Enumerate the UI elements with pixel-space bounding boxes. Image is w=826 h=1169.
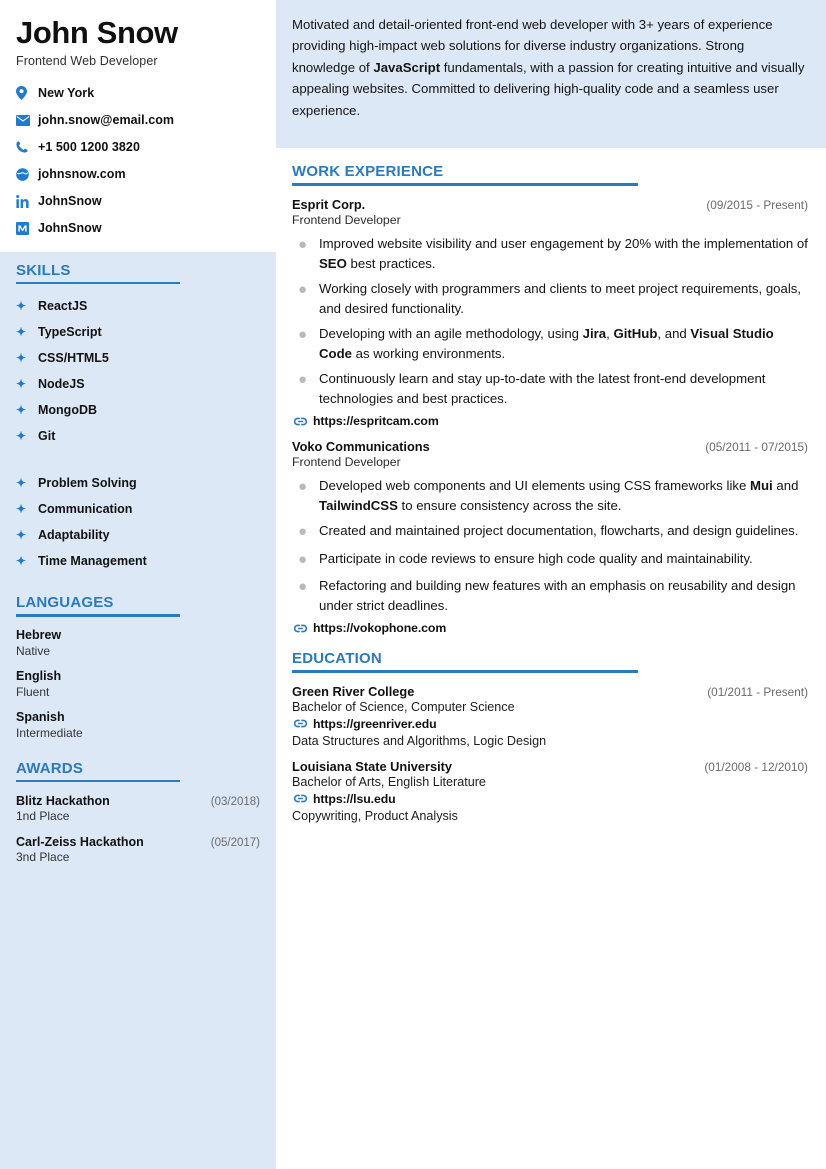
medium-icon (16, 222, 38, 235)
work-entry-header (292, 439, 808, 454)
education-entry (292, 759, 808, 823)
responsibility-text (319, 369, 808, 409)
work-0-bullet-0-text-0: Improved website visibility and user engagement by 20% with the implementation of (319, 235, 808, 251)
language-level: Native (16, 643, 51, 658)
skill-item (16, 548, 260, 574)
education-heading: EDUCATION (292, 650, 382, 668)
award-date: (05/2017) (210, 837, 260, 850)
responsibility-item (292, 279, 808, 319)
skills-group-1 (16, 470, 260, 574)
website-link[interactable] (292, 621, 808, 635)
contact-value: JohnSnow (38, 194, 102, 209)
skill-label: ReactJS (38, 299, 88, 314)
education-dates: (01/2008 - 12/2010) (704, 759, 808, 774)
skills-list (16, 293, 260, 574)
award-name: Carl-Zeiss Hackathon (16, 835, 144, 850)
education-section (292, 650, 808, 823)
award-date: (03/2018) (210, 796, 260, 809)
responsibility-item (292, 234, 808, 274)
website-link-text: https://vokophone.com (313, 621, 447, 636)
work-1-bullet-1-text-0: Created and maintained project documentation, flowcharts, and design guidelines. (319, 523, 799, 539)
work-0-bullet-2-emphasis-3: GitHub (613, 325, 658, 341)
work-experience-heading-rule (292, 183, 638, 186)
work-1-bullet-2-text-0: Participate in code reviews to ensure high code quality and maintainability. (319, 550, 753, 566)
work-0-bullet-2-text-2: , (606, 325, 614, 341)
award-header-row (16, 835, 260, 849)
work-1-bullet-0-emphasis-3: TailwindCSS (319, 498, 398, 514)
work-experience-heading: WORK EXPERIENCE (292, 163, 444, 180)
award-name: Blitz Hackathon (16, 794, 110, 809)
institution-name: Green River College (292, 683, 415, 699)
language-level: Intermediate (16, 725, 83, 740)
skill-item (16, 319, 260, 345)
summary-text-2: fundamentals, with a passion for creating intuitive and visually appealing websites. Committed to delivering high-quality code and a seamless user experience. (292, 59, 805, 118)
coursework: Copywriting, Product Analysis (292, 808, 458, 823)
award-placement: 3nd Place (16, 850, 70, 865)
education-entry-header (292, 684, 808, 699)
job-title: Frontend Developer (292, 212, 401, 227)
work-0-bullet-2-emphasis-5: Visual Studio Code (319, 325, 774, 361)
employer-name: Esprit Corp. (292, 196, 366, 212)
responsibility-item (292, 324, 808, 364)
awards-heading: AWARDS (16, 759, 84, 777)
contact-value: +1 500 1200 3820 (38, 140, 140, 155)
bullet-dot-icon: ● (298, 578, 308, 596)
employment-dates: (09/2015 - Present) (706, 197, 808, 212)
degree-name: Bachelor of Science, Computer Science (292, 699, 515, 714)
languages-heading: LANGUAGES (16, 594, 114, 612)
language-item (16, 669, 260, 699)
work-1-bullet-0-text-0: Developed web components and UI elements using CSS frameworks like (319, 478, 751, 493)
bullet-dot-icon: ● (298, 478, 308, 495)
bullet-dot-icon: ● (298, 370, 308, 388)
contact-value: JohnSnow (38, 221, 102, 236)
star-bullet-icon: ✦ (16, 502, 27, 517)
award-placement: 1nd Place (16, 809, 70, 824)
award-item (16, 794, 260, 823)
star-bullet-icon: ✦ (16, 403, 27, 418)
responsibility-item (292, 576, 808, 616)
work-1-bullet-3-text-0: Refactoring and building new features with an emphasis on reusability and design under strict deadlines. (319, 578, 796, 614)
responsibility-list (292, 234, 808, 410)
language-name: Hebrew (16, 627, 62, 642)
website-link-text: https://lsu.edu (313, 791, 396, 806)
bullet-dot-icon: ● (298, 550, 308, 568)
professional-summary-text (292, 14, 808, 121)
skill-label: CSS/HTML5 (38, 351, 109, 366)
awards-list (16, 794, 260, 864)
star-bullet-icon: ✦ (16, 528, 27, 543)
website-link-text: https://greenriver.edu (313, 716, 437, 731)
employer-name: Voko Communications (292, 439, 430, 454)
work-1-bullet-0-text-2: and (772, 478, 799, 493)
skill-label: Adaptability (38, 528, 110, 543)
contact-row-phone[interactable] (16, 134, 260, 161)
contact-row-globe-website[interactable] (16, 161, 260, 188)
main-content (276, 0, 826, 1169)
skill-label: MongoDB (38, 403, 98, 418)
website-link[interactable] (292, 717, 808, 731)
responsibility-text (319, 521, 808, 544)
work-0-bullet-0-text-2: best practices. (346, 255, 436, 271)
education-entry (292, 684, 808, 748)
responsibility-text (319, 576, 808, 616)
work-experience-section (292, 163, 808, 635)
responsibility-text (319, 234, 808, 274)
skill-item (16, 496, 260, 522)
responsibility-item (292, 549, 808, 572)
award-item (16, 835, 260, 864)
contact-list (16, 80, 260, 242)
responsibility-list (292, 476, 808, 616)
candidate-header (16, 0, 260, 68)
skill-item (16, 423, 260, 449)
bullet-dot-icon: ● (298, 523, 308, 541)
star-bullet-icon: ✦ (16, 325, 27, 340)
language-level: Fluent (16, 684, 50, 699)
responsibility-text (319, 279, 808, 319)
contact-value: john.snow@email.com (38, 113, 175, 128)
coursework: Data Structures and Algorithms, Logic Design (292, 733, 547, 748)
skill-item (16, 522, 260, 548)
sidebar (0, 0, 276, 1169)
language-item (16, 628, 260, 658)
languages-heading-rule (16, 614, 180, 617)
responsibility-item (292, 521, 808, 544)
linkedin-icon (16, 195, 38, 208)
link-chain-icon (294, 417, 313, 426)
skills-group-0 (16, 293, 260, 449)
contact-value: johnsnow.com (38, 167, 126, 182)
work-0-bullet-2-emphasis-1: Jira (582, 325, 607, 341)
candidate-name: John Snow (16, 15, 178, 50)
work-0-bullet-2-text-6: as working environments. (351, 345, 506, 361)
work-experience-entries (292, 197, 808, 636)
job-title: Frontend Developer (292, 455, 401, 469)
star-bullet-icon: ✦ (16, 554, 27, 569)
education-entry-header (292, 759, 808, 774)
skill-item (16, 397, 260, 423)
skill-item (16, 470, 260, 496)
candidate-role: Frontend Web Developer (16, 53, 158, 68)
education-dates: (01/2011 - Present) (707, 684, 808, 699)
bullet-dot-icon: ● (298, 325, 308, 343)
skill-label: Communication (38, 502, 133, 517)
link-chain-icon (294, 624, 313, 633)
email-envelope-icon (16, 115, 38, 126)
skill-item (16, 293, 260, 319)
languages-list (16, 628, 260, 740)
star-bullet-icon: ✦ (16, 476, 27, 491)
summary-text-0: Motivated and detail-oriented front-end web developer with 3+ years of experience providing high-impact web solutions for diverse industry organizations. Strong knowledge of (292, 17, 773, 75)
professional-summary-panel (276, 0, 826, 148)
location-pin-icon (16, 86, 38, 100)
contact-row-linkedin[interactable] (16, 188, 260, 215)
star-bullet-icon: ✦ (16, 429, 27, 444)
languages-section (16, 594, 260, 740)
work-0-bullet-1-text-0: Working closely with programmers and clients to meet project requirements, goals, and desired functionality. (319, 280, 802, 316)
website-link-text: https://espritcam.com (313, 414, 439, 428)
responsibility-text (319, 324, 808, 364)
star-bullet-icon: ✦ (16, 299, 27, 314)
star-bullet-icon: ✦ (16, 377, 27, 392)
work-0-bullet-2-text-4: , and (657, 325, 691, 341)
phone-icon (16, 141, 38, 154)
contact-row-location-pin[interactable] (16, 80, 260, 107)
responsibility-item (292, 476, 808, 516)
work-0-bullet-3-text-0: Continuously learn and stay up-to-date with the latest front-end development technologies and best practices. (319, 370, 766, 406)
link-chain-icon (294, 719, 313, 728)
skill-label: Problem Solving (38, 476, 137, 491)
work-0-bullet-2-text-0: Developing with an agile methodology, using (319, 325, 583, 341)
contact-value: New York (38, 86, 95, 101)
language-name: Spanish (16, 709, 65, 724)
work-1-bullet-0-emphasis-1: Mui (750, 478, 773, 493)
skills-heading: SKILLS (16, 261, 71, 279)
awards-section (16, 760, 260, 865)
work-entry (292, 439, 808, 635)
skill-label: TypeScript (38, 325, 102, 340)
star-bullet-icon: ✦ (16, 351, 27, 366)
education-entries (292, 684, 808, 823)
responsibility-text (319, 476, 808, 516)
summary-emphasis-1: JavaScript (373, 59, 441, 75)
skill-label: Git (38, 429, 56, 444)
award-header-row (16, 794, 260, 808)
institution-name: Louisiana State University (292, 758, 453, 774)
website-link[interactable] (292, 792, 808, 806)
employment-dates: (05/2011 - 07/2015) (705, 440, 808, 454)
language-item (16, 710, 260, 740)
language-name: English (16, 668, 62, 683)
contact-row-email-envelope[interactable] (16, 107, 260, 134)
work-0-bullet-0-emphasis-1: SEO (319, 255, 347, 271)
skills-section (16, 262, 260, 575)
degree-name: Bachelor of Arts, English Literature (292, 774, 486, 789)
skill-label: NodeJS (38, 377, 85, 392)
skills-group-gap (16, 449, 260, 461)
education-heading-rule (292, 670, 638, 673)
globe-website-icon (16, 168, 38, 181)
contact-row-medium[interactable] (16, 215, 260, 242)
website-link[interactable] (292, 414, 808, 428)
work-entry (292, 197, 808, 429)
skill-label: Time Management (38, 554, 147, 569)
work-entry-header (292, 197, 808, 212)
bullet-dot-icon: ● (298, 235, 308, 253)
skill-item (16, 371, 260, 397)
work-1-bullet-0-text-4: to ensure consistency across the site. (397, 498, 622, 514)
link-chain-icon (294, 794, 313, 803)
responsibility-item (292, 369, 808, 409)
bullet-dot-icon: ● (298, 280, 308, 298)
skills-heading-rule (16, 282, 180, 285)
awards-heading-rule (16, 780, 180, 783)
responsibility-text (319, 549, 808, 572)
skill-item (16, 345, 260, 371)
